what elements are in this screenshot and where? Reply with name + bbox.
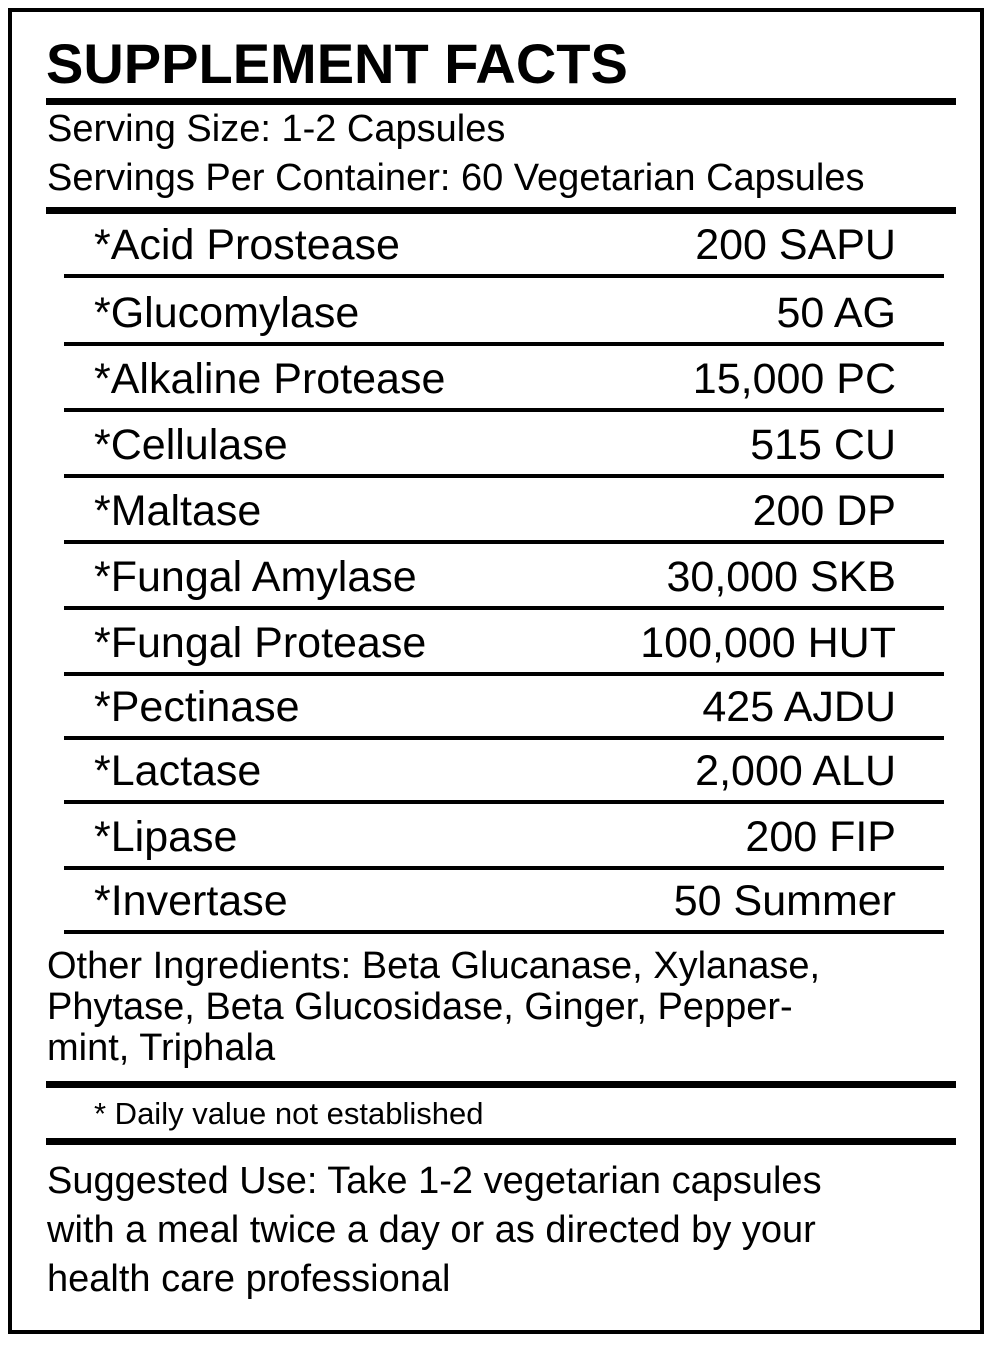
ingredient-name: *Cellulase [94,421,288,469]
ingredient-amount: 30,000 SKB [666,553,896,601]
panel-title: SUPPLEMENT FACTS [46,32,628,95]
ingredient-name: *Lipase [94,813,238,861]
ingredient-amount: 15,000 PC [692,355,896,403]
footnote-divider [46,1138,956,1145]
ingredient-row [64,412,944,478]
ingredient-row [64,544,944,610]
ingredient-amount: 515 CU [750,421,896,469]
title-divider [46,98,956,105]
daily-value-footnote: * Daily value not established [94,1096,484,1131]
ingredient-name: *Invertase [94,877,288,925]
ingredient-name: *Pectinase [94,683,300,731]
ingredient-name: *Maltase [94,487,262,535]
ingredient-row [64,280,944,346]
ingredient-row [64,610,944,676]
ingredient-row [64,346,944,412]
ingredient-row [64,804,944,870]
ingredient-amount: 50 Summer [673,877,896,925]
servings-per-container: Servings Per Container: 60 Vegetarian Capsules [47,157,865,199]
ingredient-row [64,478,944,544]
ingredient-amount: 100,000 HUT [640,619,896,667]
ingredient-row [64,212,944,278]
ingredient-row [64,738,944,804]
ingredient-amount: 2,000 ALU [695,747,896,795]
ingredient-name: *Acid Prostease [94,221,400,269]
ingredient-name: *Lactase [94,747,262,795]
other-ingredients-divider [46,1081,956,1088]
ingredient-row [64,674,944,740]
ingredient-amount: 200 DP [752,487,896,535]
ingredient-name: *Alkaline Protease [94,355,446,403]
ingredient-amount: 50 AG [776,289,896,337]
row-divider [64,274,944,278]
ingredient-row [64,868,944,934]
ingredient-name: *Fungal Protease [94,619,427,667]
ingredient-amount: 425 AJDU [702,683,896,731]
suggested-use: Suggested Use: Take 1-2 vegetarian capsules with a meal twice a day or as directed by your health care professional [47,1160,822,1300]
ingredient-amount: 200 FIP [745,813,896,861]
other-ingredients: Other Ingredients: Beta Glucanase, Xylanase, Phytase, Beta Glucosidase, Ginger, Pepper- mint, Triphala [47,945,821,1069]
serving-size: Serving Size: 1-2 Capsules [47,108,506,150]
ingredient-amount: 200 SAPU [695,221,896,269]
ingredient-name: *Fungal Amylase [94,553,417,601]
row-divider [64,930,944,934]
ingredient-name: *Glucomylase [94,289,360,337]
